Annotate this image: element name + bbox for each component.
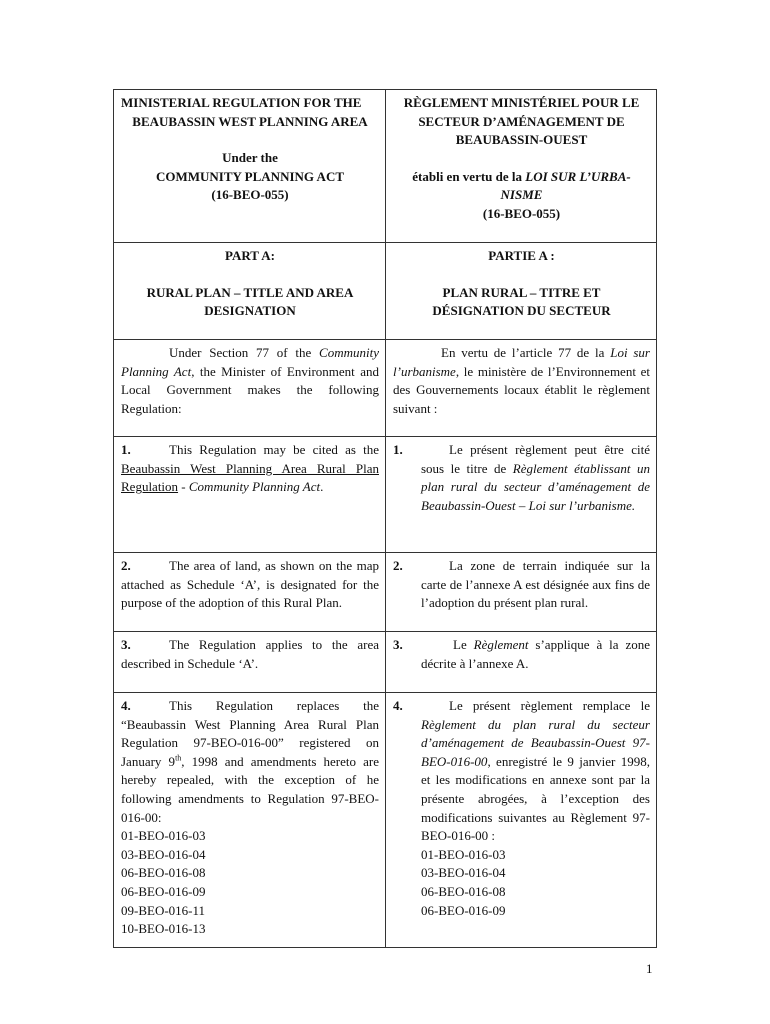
- section-4-en-b: , 1998 and amendments hereto are hereby repealed, with the exception of he following amendments to Regulation 97-BEO-016-00:: [121, 753, 379, 825]
- title-en-code: (16-BEO-055): [211, 187, 289, 203]
- part-fr-heading1: PLAN RURAL – TITRE ET: [442, 284, 601, 300]
- title-row: [114, 90, 657, 243]
- section-1-en-act: Community Planning Act: [188, 479, 321, 495]
- section-1-fr-number: 1.: [393, 442, 403, 457]
- part-en-heading1: RURAL PLAN – TITLE AND AREA: [146, 284, 354, 300]
- intro-en-cell: [114, 340, 386, 437]
- page-number: 1: [646, 961, 653, 976]
- part-row: [114, 243, 657, 340]
- section-4-en-list: [121, 827, 379, 939]
- section-4-fr-a: Le présent règlement remplace le: [449, 698, 650, 713]
- part-en-cell: [114, 243, 386, 340]
- intro-fr-cell: [386, 340, 657, 437]
- section-4-en-list-item: 01-BEO-016-03: [121, 828, 206, 844]
- section-3-row: [114, 632, 657, 693]
- intro-fr-paragraph: [393, 344, 650, 418]
- section-1-en-title: Beaubassin West Planning Area Rural Plan Regulation: [121, 460, 379, 495]
- section-3-fr-cell: [386, 632, 657, 693]
- section-2-en-text: The area of land, as shown on the map attached as Schedule ‘A’, is designated for the purpose of the adoption of this Rural Plan.: [121, 558, 379, 611]
- section-1-fr-title: Règlement établissant un plan rural du secteur d’aménagement de Beaubassin-Ouest – Loi sur l’urbanisme.: [421, 460, 650, 513]
- intro-en-b: , the Minister of Environment and Local Government makes the following Regulation:: [121, 363, 379, 416]
- section-2-fr-number: 2.: [393, 558, 403, 573]
- section-4-fr-list-item: 06-BEO-016-08: [421, 883, 506, 899]
- section-2-row: [114, 553, 657, 632]
- section-3-fr-reg: Règlement: [473, 637, 529, 652]
- section-3-fr-block: [393, 636, 650, 673]
- section-4-en-list-item: 03-BEO-016-04: [121, 846, 206, 862]
- section-4-en-paragraph: [121, 697, 379, 827]
- part-en-label: PART A:: [225, 248, 275, 263]
- section-4-fr-number: 4.: [393, 698, 403, 713]
- section-3-en-number: 3.: [121, 637, 131, 652]
- section-1-fr-block: [393, 441, 650, 515]
- section-4-fr-cell: [386, 693, 657, 948]
- section-3-en-text: The Regulation applies to the area described in Schedule ‘A’.: [121, 637, 379, 671]
- section-4-en-a: This Regulation replaces the “Beaubassin West Planning Area Rural Plan Regulation 97-BEO-016-00” registered on January 9: [121, 698, 379, 769]
- part-en-heading2: DESIGNATION: [204, 303, 296, 319]
- section-4-fr-block: [393, 697, 650, 920]
- title-en-act: COMMUNITY PLANNING ACT: [155, 168, 345, 184]
- section-1-en-a: This Regulation may be cited as the: [169, 442, 379, 457]
- section-4-fr-list-item: 06-BEO-016-09: [421, 902, 506, 918]
- section-1-row: [114, 437, 657, 553]
- intro-fr-act: Loi sur l’urbanisme: [393, 345, 650, 379]
- section-1-en-paragraph: [121, 441, 379, 497]
- section-4-row: [114, 693, 657, 948]
- section-3-fr-number: 3.: [393, 637, 403, 652]
- title-fr-under-line: [393, 168, 650, 187]
- section-2-en-number: 2.: [121, 558, 131, 573]
- part-fr-heading2: DÉSIGNATION DU SECTEUR: [432, 303, 611, 319]
- section-4-en-list-item: 06-BEO-016-08: [121, 865, 206, 881]
- title-en-line2: BEAUBASSIN WEST PLANNING AREA: [132, 113, 368, 129]
- section-3-fr-b: s’applique à la zone décrite à l’annexe A.: [421, 637, 650, 671]
- title-fr-line3: BEAUBASSIN-OUEST: [455, 132, 588, 148]
- section-1-fr-paragraph: [421, 441, 650, 515]
- intro-en-a: Under Section 77 of the: [169, 345, 320, 360]
- title-fr-under: établi en vertu de la: [412, 168, 526, 184]
- title-en-cell: [114, 90, 386, 243]
- section-2-fr-text: La zone de terrain indiquée sur la carte de l’annexe A est désignée aux fins de l’adoption du présent plan rural.: [421, 558, 650, 611]
- section-4-en-list-item: 06-BEO-016-09: [121, 883, 206, 899]
- section-4-fr-body: [421, 697, 650, 920]
- regulation-table: [113, 89, 657, 948]
- title-fr-act1: LOI SUR L’URBA-: [525, 168, 631, 184]
- title-fr-code: (16-BEO-055): [482, 205, 561, 221]
- section-2-fr-block: [393, 557, 650, 613]
- section-4-en-cell: [114, 693, 386, 948]
- section-4-fr-b: , enregistré le 9 janvier 1998, et les modifications en annexe sont par la présente abrogées, à l’exception des modifications suivantes au Règlement 97-BEO-016-00 :: [421, 753, 650, 844]
- section-1-fr-cell: [386, 437, 657, 553]
- section-4-en-list-item: 10-BEO-016-13: [121, 921, 206, 937]
- title-fr-act2: NISME: [500, 187, 543, 203]
- title-fr-cell: [386, 90, 657, 243]
- section-2-fr-cell: [386, 553, 657, 632]
- intro-row: [114, 340, 657, 437]
- section-1-en-number: 1.: [121, 442, 131, 457]
- section-4-en-number: 4.: [121, 698, 131, 713]
- intro-fr-a: En vertu de l’article 77 de la: [441, 345, 611, 360]
- section-1-en-c: .: [320, 479, 324, 495]
- section-3-fr-paragraph: [421, 636, 650, 673]
- section-4-fr-list-item: 03-BEO-016-04: [421, 865, 506, 881]
- section-4-en-list-item: 09-BEO-016-11: [121, 902, 206, 918]
- section-3-en-paragraph: [121, 636, 379, 673]
- section-1-fr-a: Le présent règlement peut être cité sous le titre de: [421, 442, 650, 476]
- section-4-fr-list: [421, 846, 650, 920]
- title-en-line1: MINISTERIAL REGULATION FOR THE: [121, 95, 362, 110]
- title-fr-line2: SECTEUR D’AMÉNAGEMENT DE: [418, 113, 625, 129]
- title-en-under: Under the: [222, 150, 278, 166]
- title-fr-line1: RÈGLEMENT MINISTÉRIEL POUR LE: [403, 95, 640, 110]
- section-2-en-cell: [114, 553, 386, 632]
- section-3-en-cell: [114, 632, 386, 693]
- intro-en-act: Community Planning Act: [121, 345, 379, 379]
- section-2-en-paragraph: [121, 557, 379, 613]
- section-4-en-sup: th: [175, 753, 182, 763]
- section-3-fr-a: Le: [453, 637, 474, 652]
- section-4-fr-list-item: 01-BEO-016-03: [421, 846, 506, 862]
- part-fr-cell: [386, 243, 657, 340]
- part-fr-label: PARTIE A :: [488, 248, 555, 263]
- section-1-en-b: -: [178, 479, 189, 495]
- section-4-fr-title: Règlement du plan rural du secteur d’aménagement de Beaubassin-Ouest 97-BEO-016-00: [421, 716, 650, 769]
- section-1-en-cell: [114, 437, 386, 553]
- section-4-fr-paragraph: [421, 697, 650, 846]
- intro-en-paragraph: [121, 344, 379, 418]
- intro-fr-b: , le ministère de l’Environnement et des Gouvernements locaux établit le règlement suivant :: [393, 363, 650, 416]
